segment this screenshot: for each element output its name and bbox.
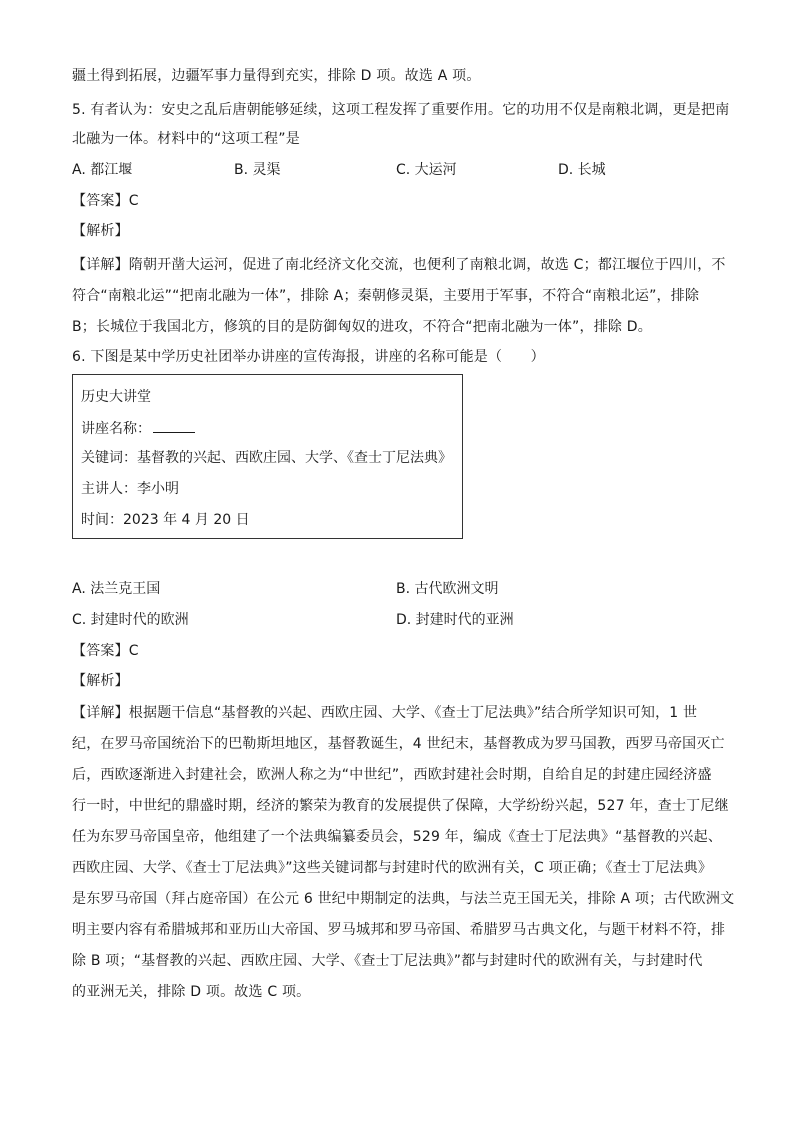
q5-detail-line: B；长城位于我国北方，修筑的目的是防御匈奴的进攻，不符合“把南北融为一体”，排除 D。 <box>72 319 652 335</box>
q5-option-b: B. 灵渠 <box>234 162 281 178</box>
q6-option-c: C. 封建时代的欧洲 <box>72 612 189 628</box>
q6-detail-line: 的亚洲无关，排除 D 项。故选 C 项。 <box>72 984 311 1000</box>
q6-detail-line: 除 B 项；“基督教的兴起、西欧庄园、大学、《查士丁尼法典》”都与封建时代的欧洲有关，与封建时代 <box>72 953 703 969</box>
question-5-stem: 5. 有者认为：安史之乱后唐朝能够延续，这项工程发挥了重要作用。它的功用不仅是南粮北调，更是把南 <box>72 102 730 118</box>
q5-detail-line: 符合“南粮北运”“把南北融为一体”，排除 A；秦朝修灵渠，主要用于军事，不符合“南粮北运”，排除 <box>72 288 700 304</box>
lecture-poster <box>72 374 463 539</box>
question-5-stem-cont: 北融为一体。材料中的“这项工程”是 <box>72 131 300 147</box>
blank-line <box>153 418 195 433</box>
q6-analysis-heading: 【解析】 <box>72 673 129 689</box>
q6-detail-line: 【详解】根据题干信息“基督教的兴起、西欧庄园、大学、《查士丁尼法典》”结合所学知识可知，1 世 <box>72 705 698 721</box>
q6-option-a: A. 法兰克王国 <box>72 581 161 597</box>
q6-option-b: B. 古代欧洲文明 <box>396 581 499 597</box>
q6-detail-line: 后，西欧逐渐进入封建社会，欧洲人称之为“中世纪”，西欧封建社会时期，自给自足的封建庄园经济盛 <box>72 767 712 783</box>
poster-lecture-name <box>81 418 195 439</box>
q6-detail-line: 纪，在罗马帝国统治下的巴勒斯坦地区，基督教诞生，4 世纪末，基督教成为罗马国教，西罗马帝国灭亡 <box>72 736 725 752</box>
q5-option-a: A. 都江堰 <box>72 162 133 178</box>
q6-detail-line: 明主要内容有希腊城邦和亚历山大帝国、罗马城邦和罗马帝国、希腊罗马古典文化，与题干材料不符，排 <box>72 922 726 938</box>
q6-option-d: D. 封建时代的亚洲 <box>396 612 514 628</box>
q6-answer: 【答案】C <box>72 643 139 659</box>
poster-keywords: 关键词：基督教的兴起、西欧庄园、大学、《查士丁尼法典》 <box>81 450 452 466</box>
q6-detail-line: 西欧庄园、大学、《查士丁尼法典》”这些关键词都与封建时代的欧洲有关，C 项正确；《查士丁尼法典》 <box>72 860 713 876</box>
poster-title: 历史大讲堂 <box>81 389 151 405</box>
poster-name-label: 讲座名称： <box>81 421 151 437</box>
poster-speaker: 主讲人：李小明 <box>81 481 179 497</box>
q5-detail-line: 【详解】隋朝开凿大运河，促进了南北经济文化交流，也便利了南粮北调，故选 C；都江堰位于四川，不 <box>72 257 726 273</box>
q5-analysis-heading: 【解析】 <box>72 223 129 239</box>
q6-detail-line: 是东罗马帝国（拜占庭帝国）在公元 6 世纪中期制定的法典，与法兰克王国无关，排除 A 项；古代欧洲文 <box>72 891 735 907</box>
question-6-stem: 6. 下图是某中学历史社团举办讲座的宣传海报，讲座的名称可能是（ ） <box>72 349 545 365</box>
q6-detail-line: 行一时，中世纪的鼎盛时期，经济的繁荣为教育的发展提供了保障，大学纷纷兴起，527 年，查士丁尼继 <box>72 798 729 814</box>
q5-option-d: D. 长城 <box>558 162 606 178</box>
q5-option-c: C. 大运河 <box>396 162 457 178</box>
q5-answer: 【答案】C <box>72 193 139 209</box>
text-line: 疆土得到拓展，边疆军事力量得到充实，排除 D 项。故选 A 项。 <box>72 68 481 84</box>
poster-time: 时间：2023 年 4 月 20 日 <box>81 512 250 528</box>
q6-detail-line: 任为东罗马帝国皇帝，他组建了一个法典编纂委员会，529 年，编成《查士丁尼法典》“基督教的兴起、 <box>72 829 723 845</box>
